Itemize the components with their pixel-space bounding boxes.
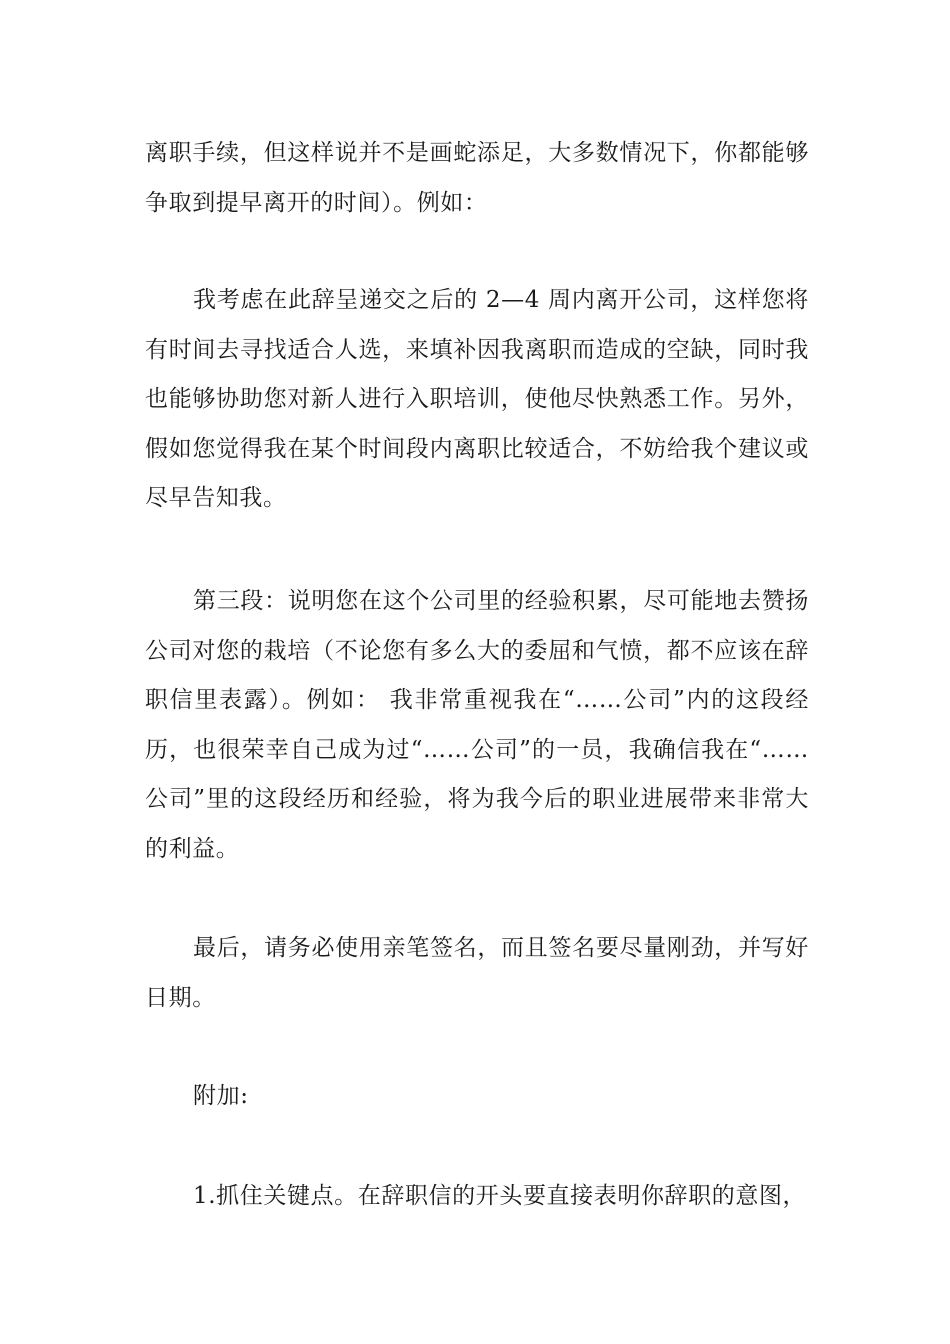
paragraph-continuation: 离职手续，但这样说并不是画蛇添足，大多数情况下，你都能够争取到提早离开的时间）。例如： <box>145 140 809 216</box>
paragraph-signature-advice: 最后，请务必使用亲笔签名，而且签名要尽量刚劲，并写好日期。 <box>145 935 809 1011</box>
paragraph-example-notice-period: 我考虑在此辞呈递交之后的 2—4 周内离开公司，这样您将有时间去寻找适合人选，来填补因我离职而造成的空缺，同时我也能够协助您对新人进行入职培训，使他尽快熟悉工作。另外，假如您觉得我在某个时间段内离职比较适合，不妨给我个建议或尽早告知我。 <box>145 287 809 511</box>
paragraph-appendix-heading: 附加: <box>193 1083 249 1109</box>
paragraph-appendix-item-1: 1.抓住关键点。在辞职信的开头要直接表明你辞职的意图， <box>193 1183 807 1209</box>
paragraph-third-section: 第三段：说明您在这个公司里的经验积累，尽可能地去赞扬公司对您的栽培（不论您有多么大的委屈和气愤，都不应该在辞职信里表露）。例如： 我非常重视我在“……公司”内的这段经历，也很荣幸自己成为过“……公司”的一员，我确信我在“……公司”里的这段经历和经验，将为我今后的职业进展带来非常大的利益。 <box>145 588 809 862</box>
